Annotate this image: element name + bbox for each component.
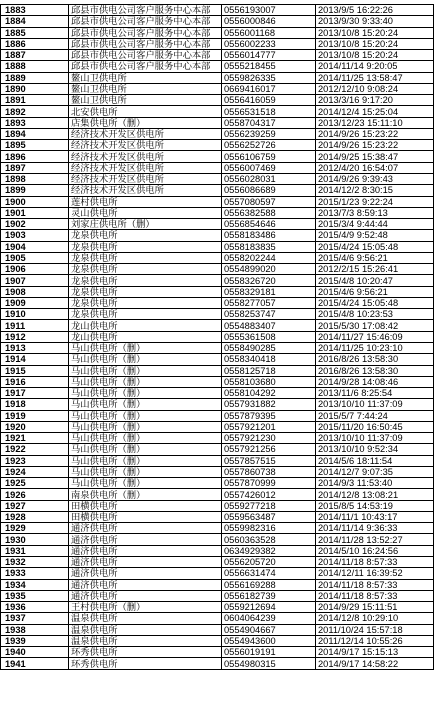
table-row <box>1 297 434 308</box>
timestamp-cell[interactable]: 2014/11/18 8:57:33 <box>316 579 434 590</box>
account-code-cell[interactable]: 0557879395 <box>222 410 316 421</box>
station-name-cell[interactable]: 邱县市供电公司客户服务中心本部 <box>69 5 222 16</box>
table-row <box>1 489 434 500</box>
timestamp-cell[interactable]: 2014/9/29 15:11:51 <box>316 602 434 613</box>
row-number-cell[interactable]: 1921 <box>1 433 69 444</box>
account-code-cell[interactable]: 0554883407 <box>222 320 316 331</box>
row-number-cell[interactable]: 1914 <box>1 354 69 365</box>
table-row <box>1 500 434 511</box>
station-name-cell[interactable]: 通济供电所 <box>69 579 222 590</box>
table-row <box>1 613 434 624</box>
table-row <box>1 128 434 139</box>
timestamp-cell[interactable]: 2015/4/8 10:23:53 <box>316 309 434 320</box>
account-code-cell[interactable]: 0556239259 <box>222 128 316 139</box>
account-code-cell[interactable]: 0604064239 <box>222 613 316 624</box>
timestamp-cell[interactable]: 2014/11/25 13:58:47 <box>316 72 434 83</box>
account-code-cell[interactable]: 0559826335 <box>222 72 316 83</box>
timestamp-cell[interactable]: 2013/10/10 11:37:09 <box>316 433 434 444</box>
row-number-cell[interactable]: 1902 <box>1 219 69 230</box>
account-code-cell[interactable]: 0556019191 <box>222 647 316 658</box>
station-name-cell[interactable]: 田横供电所 <box>69 500 222 511</box>
table-row <box>1 16 434 27</box>
table-row <box>1 162 434 173</box>
table-row <box>1 185 434 196</box>
table-row <box>1 151 434 162</box>
station-name-cell[interactable]: 龙泉供电所 <box>69 264 222 275</box>
account-code-cell[interactable]: 0557921256 <box>222 444 316 455</box>
row-number-cell[interactable]: 1903 <box>1 230 69 241</box>
station-name-cell[interactable]: 莲村供电所 <box>69 196 222 207</box>
timestamp-cell[interactable]: 2015/4/8 10:20:47 <box>316 275 434 286</box>
timestamp-cell[interactable]: 2014/11/27 15:46:09 <box>316 331 434 342</box>
account-code-cell[interactable]: 0559212694 <box>222 602 316 613</box>
account-code-cell[interactable]: 0557931882 <box>222 399 316 410</box>
timestamp-cell[interactable]: 2014/9/26 15:23:22 <box>316 140 434 151</box>
account-code-cell[interactable]: 0558104292 <box>222 388 316 399</box>
row-number-cell[interactable]: 1917 <box>1 388 69 399</box>
timestamp-cell[interactable]: 2014/12/2 8:30:15 <box>316 185 434 196</box>
account-code-cell[interactable]: 0556854646 <box>222 219 316 230</box>
station-name-cell[interactable]: 马山供电所（删） <box>69 433 222 444</box>
table-row <box>1 106 434 117</box>
row-number-cell[interactable]: 1934 <box>1 579 69 590</box>
row-number-cell[interactable]: 1933 <box>1 568 69 579</box>
account-code-cell[interactable]: 0556014777 <box>222 50 316 61</box>
timestamp-cell[interactable]: 2011/12/14 10:55:26 <box>316 635 434 646</box>
table-row <box>1 557 434 568</box>
timestamp-cell[interactable]: 2014/11/1 10:43:17 <box>316 511 434 522</box>
row-number-cell[interactable]: 1932 <box>1 557 69 568</box>
account-code-cell[interactable]: 0554904667 <box>222 624 316 635</box>
row-number-cell[interactable]: 1913 <box>1 342 69 353</box>
table-row <box>1 196 434 207</box>
table-row <box>1 342 434 353</box>
timestamp-cell[interactable]: 2015/1/23 9:22:24 <box>316 196 434 207</box>
timestamp-cell[interactable]: 2014/12/8 13:08:21 <box>316 489 434 500</box>
row-number-cell[interactable]: 1884 <box>1 16 69 27</box>
table-row <box>1 286 434 297</box>
table-row <box>1 590 434 601</box>
timestamp-cell[interactable]: 2014/12/11 16:39:52 <box>316 568 434 579</box>
timestamp-cell[interactable]: 2014/11/18 8:57:33 <box>316 557 434 568</box>
station-name-cell[interactable]: 通济供电所 <box>69 590 222 601</box>
timestamp-cell[interactable]: 2015/4/24 15:05:48 <box>316 297 434 308</box>
row-number-cell[interactable]: 1897 <box>1 162 69 173</box>
account-code-cell[interactable]: 0557860738 <box>222 466 316 477</box>
timestamp-cell[interactable]: 2013/9/30 9:33:40 <box>316 16 434 27</box>
table-row <box>1 545 434 556</box>
row-number-cell[interactable]: 1926 <box>1 489 69 500</box>
table-row <box>1 376 434 387</box>
timestamp-cell[interactable]: 2013/10/8 15:20:24 <box>316 38 434 49</box>
account-code-cell[interactable]: 0556106759 <box>222 151 316 162</box>
timestamp-cell[interactable]: 2014/11/25 10:23:10 <box>316 342 434 353</box>
table-row <box>1 433 434 444</box>
station-name-cell[interactable]: 通济供电所 <box>69 523 222 534</box>
account-code-cell[interactable]: 0558326720 <box>222 275 316 286</box>
table-row <box>1 568 434 579</box>
station-name-cell[interactable]: 邱县市供电公司客户服务中心本部 <box>69 27 222 38</box>
row-number-cell[interactable]: 1937 <box>1 613 69 624</box>
timestamp-cell[interactable]: 2013/11/6 8:25:54 <box>316 388 434 399</box>
row-number-cell[interactable]: 1936 <box>1 602 69 613</box>
row-number-cell[interactable]: 1906 <box>1 264 69 275</box>
timestamp-cell[interactable]: 2015/5/7 7:44:24 <box>316 410 434 421</box>
station-name-cell[interactable]: 鳌山卫供电所 <box>69 72 222 83</box>
table-row <box>1 579 434 590</box>
account-code-cell[interactable]: 0556169288 <box>222 579 316 590</box>
station-name-cell[interactable]: 环秀供电所 <box>69 647 222 658</box>
timestamp-cell[interactable]: 2013/10/8 15:20:24 <box>316 50 434 61</box>
row-number-cell[interactable]: 1885 <box>1 27 69 38</box>
station-name-cell[interactable]: 龙泉供电所 <box>69 230 222 241</box>
table-body <box>1 5 434 670</box>
row-number-cell[interactable]: 1898 <box>1 173 69 184</box>
table-row <box>1 252 434 263</box>
row-number-cell[interactable]: 1893 <box>1 117 69 128</box>
row-number-cell[interactable]: 1941 <box>1 658 69 669</box>
station-name-cell[interactable]: 邱县市供电公司客户服务中心本部 <box>69 16 222 27</box>
spreadsheet <box>0 4 434 670</box>
table-row <box>1 388 434 399</box>
account-code-cell[interactable]: 0556007469 <box>222 162 316 173</box>
timestamp-cell[interactable]: 2015/3/4 9:44:44 <box>316 219 434 230</box>
row-number-cell[interactable]: 1905 <box>1 252 69 263</box>
table-row <box>1 399 434 410</box>
table-row <box>1 61 434 72</box>
timestamp-cell[interactable]: 2013/9/5 16:22:26 <box>316 5 434 16</box>
station-name-cell[interactable]: 马山供电所（删） <box>69 466 222 477</box>
table-row <box>1 478 434 489</box>
row-number-cell[interactable]: 1927 <box>1 500 69 511</box>
station-name-cell[interactable]: 通济供电所 <box>69 557 222 568</box>
row-number-cell[interactable]: 1931 <box>1 545 69 556</box>
table-row <box>1 117 434 128</box>
row-number-cell[interactable]: 1930 <box>1 534 69 545</box>
row-number-cell[interactable]: 1940 <box>1 647 69 658</box>
timestamp-cell[interactable]: 2015/4/9 9:52:48 <box>316 230 434 241</box>
row-number-cell[interactable]: 1929 <box>1 523 69 534</box>
timestamp-cell[interactable]: 2015/4/6 9:56:21 <box>316 252 434 263</box>
station-name-cell[interactable]: 南泉供电所（删） <box>69 489 222 500</box>
timestamp-cell[interactable]: 2014/9/28 14:08:46 <box>316 376 434 387</box>
station-name-cell[interactable]: 温泉供电所 <box>69 624 222 635</box>
station-name-cell[interactable]: 刘家庄供电所（删） <box>69 219 222 230</box>
account-code-cell[interactable]: 0556531518 <box>222 106 316 117</box>
station-name-cell[interactable]: 通济供电所 <box>69 568 222 579</box>
timestamp-cell[interactable]: 2015/4/24 15:05:48 <box>316 241 434 252</box>
account-code-cell[interactable]: 0556000846 <box>222 16 316 27</box>
table-row <box>1 320 434 331</box>
table-row <box>1 455 434 466</box>
table-row <box>1 309 434 320</box>
timestamp-cell[interactable]: 2014/11/28 13:52:27 <box>316 534 434 545</box>
account-code-cell[interactable]: 0560363528 <box>222 534 316 545</box>
account-code-cell[interactable]: 0557857515 <box>222 455 316 466</box>
account-code-cell[interactable]: 0556182739 <box>222 590 316 601</box>
table-row <box>1 219 434 230</box>
row-number-cell[interactable]: 1918 <box>1 399 69 410</box>
station-name-cell[interactable]: 经济技术开发区供电所 <box>69 140 222 151</box>
timestamp-cell[interactable]: 2014/5/10 16:24:56 <box>316 545 434 556</box>
table-row <box>1 635 434 646</box>
station-name-cell[interactable]: 邱县市供电公司客户服务中心本部 <box>69 50 222 61</box>
row-number-cell[interactable]: 1916 <box>1 376 69 387</box>
timestamp-cell[interactable]: 2011/10/24 15:57:18 <box>316 624 434 635</box>
station-name-cell[interactable]: 田横供电所 <box>69 511 222 522</box>
timestamp-cell[interactable]: 2014/5/6 18:11:54 <box>316 455 434 466</box>
timestamp-cell[interactable]: 2012/4/20 16:54:07 <box>316 162 434 173</box>
table-row <box>1 27 434 38</box>
timestamp-cell[interactable]: 2014/9/17 15:15:13 <box>316 647 434 658</box>
table-row <box>1 241 434 252</box>
row-number-cell[interactable]: 1920 <box>1 421 69 432</box>
timestamp-cell[interactable]: 2014/11/14 9:20:05 <box>316 61 434 72</box>
table-row <box>1 523 434 534</box>
table-row <box>1 421 434 432</box>
row-number-cell[interactable]: 1883 <box>1 5 69 16</box>
account-code-cell[interactable]: 0557921201 <box>222 421 316 432</box>
row-number-cell[interactable]: 1923 <box>1 455 69 466</box>
table-row <box>1 230 434 241</box>
row-number-cell[interactable]: 1908 <box>1 286 69 297</box>
timestamp-cell[interactable]: 2012/2/15 15:26:41 <box>316 264 434 275</box>
station-name-cell[interactable]: 马山供电所（删） <box>69 365 222 376</box>
station-name-cell[interactable]: 马山供电所（删） <box>69 376 222 387</box>
row-number-cell[interactable]: 1925 <box>1 478 69 489</box>
account-code-cell[interactable]: 0557426012 <box>222 489 316 500</box>
station-name-cell[interactable]: 经济技术开发区供电所 <box>69 173 222 184</box>
timestamp-cell[interactable]: 2013/10/10 9:52:34 <box>316 444 434 455</box>
timestamp-cell[interactable]: 2016/8/26 13:58:30 <box>316 354 434 365</box>
station-name-cell[interactable]: 温泉供电所 <box>69 613 222 624</box>
station-name-cell[interactable]: 马山供电所（删） <box>69 342 222 353</box>
station-name-cell[interactable]: 龙山供电所 <box>69 331 222 342</box>
row-number-cell[interactable]: 1900 <box>1 196 69 207</box>
table-row <box>1 365 434 376</box>
row-number-cell[interactable]: 1887 <box>1 50 69 61</box>
account-code-cell[interactable]: 0558340418 <box>222 354 316 365</box>
row-number-cell[interactable]: 1912 <box>1 331 69 342</box>
timestamp-cell[interactable]: 2013/3/16 9:17:20 <box>316 95 434 106</box>
row-number-cell[interactable]: 1904 <box>1 241 69 252</box>
account-code-cell[interactable]: 0556416059 <box>222 95 316 106</box>
table-row <box>1 354 434 365</box>
account-code-cell[interactable]: 0557870999 <box>222 478 316 489</box>
row-number-cell[interactable]: 1928 <box>1 511 69 522</box>
account-code-cell[interactable]: 0556086689 <box>222 185 316 196</box>
station-name-cell[interactable]: 马山供电所（删） <box>69 410 222 421</box>
station-name-cell[interactable]: 龙泉供电所 <box>69 252 222 263</box>
row-number-cell[interactable]: 1899 <box>1 185 69 196</box>
account-code-cell[interactable]: 0558103680 <box>222 376 316 387</box>
table-row <box>1 173 434 184</box>
station-name-cell[interactable]: 店集供电所（删） <box>69 117 222 128</box>
row-number-cell[interactable]: 1938 <box>1 624 69 635</box>
timestamp-cell[interactable]: 2013/7/3 8:59:13 <box>316 207 434 218</box>
station-name-cell[interactable]: 温泉供电所 <box>69 635 222 646</box>
table-row <box>1 602 434 613</box>
timestamp-cell[interactable]: 2014/9/17 14:58:22 <box>316 658 434 669</box>
station-name-cell[interactable]: 鳌山卫供电所 <box>69 95 222 106</box>
data-table <box>0 4 434 670</box>
station-name-cell[interactable]: 通济供电所 <box>69 545 222 556</box>
station-name-cell[interactable]: 马山供电所（删） <box>69 478 222 489</box>
station-name-cell[interactable]: 马山供电所（删） <box>69 421 222 432</box>
timestamp-cell[interactable]: 2016/8/26 13:58:30 <box>316 365 434 376</box>
station-name-cell[interactable]: 经济技术开发区供电所 <box>69 162 222 173</box>
row-number-cell[interactable]: 1909 <box>1 297 69 308</box>
account-code-cell[interactable]: 0554899020 <box>222 264 316 275</box>
account-code-cell[interactable]: 0556028031 <box>222 173 316 184</box>
account-code-cell[interactable]: 0556382588 <box>222 207 316 218</box>
table-row <box>1 50 434 61</box>
station-name-cell[interactable]: 王村供电所（删） <box>69 602 222 613</box>
station-name-cell[interactable]: 马山供电所（删） <box>69 399 222 410</box>
table-row <box>1 534 434 545</box>
table-row <box>1 83 434 94</box>
station-name-cell[interactable]: 灵山供电所 <box>69 207 222 218</box>
station-name-cell[interactable]: 龙泉供电所 <box>69 309 222 320</box>
timestamp-cell[interactable]: 2014/9/25 15:38:47 <box>316 151 434 162</box>
timestamp-cell[interactable]: 2014/11/18 8:57:33 <box>316 590 434 601</box>
table-row <box>1 95 434 106</box>
row-number-cell[interactable]: 1907 <box>1 275 69 286</box>
timestamp-cell[interactable]: 2014/12/4 15:25:04 <box>316 106 434 117</box>
row-number-cell[interactable]: 1891 <box>1 95 69 106</box>
station-name-cell[interactable]: 环秀供电所 <box>69 658 222 669</box>
account-code-cell[interactable]: 0634929382 <box>222 545 316 556</box>
account-code-cell[interactable]: 0555218455 <box>222 61 316 72</box>
account-code-cell[interactable]: 0558183835 <box>222 241 316 252</box>
table-row <box>1 511 434 522</box>
table-row <box>1 38 434 49</box>
station-name-cell[interactable]: 马山供电所（删） <box>69 455 222 466</box>
station-name-cell[interactable]: 马山供电所（删） <box>69 354 222 365</box>
table-row <box>1 275 434 286</box>
timestamp-cell[interactable]: 2015/11/20 16:50:45 <box>316 421 434 432</box>
timestamp-cell[interactable]: 2013/10/10 11:37:09 <box>316 399 434 410</box>
row-number-cell[interactable]: 1888 <box>1 61 69 72</box>
station-name-cell[interactable]: 龙泉供电所 <box>69 275 222 286</box>
table-row <box>1 466 434 477</box>
row-number-cell[interactable]: 1911 <box>1 320 69 331</box>
account-code-cell[interactable]: 0557080597 <box>222 196 316 207</box>
account-code-cell[interactable]: 0556205720 <box>222 557 316 568</box>
timestamp-cell[interactable]: 2013/10/8 15:20:24 <box>316 27 434 38</box>
station-name-cell[interactable]: 邱县市供电公司客户服务中心本部 <box>69 38 222 49</box>
table-row <box>1 658 434 669</box>
station-name-cell[interactable]: 龙泉供电所 <box>69 297 222 308</box>
table-row <box>1 5 434 16</box>
row-number-cell[interactable]: 1895 <box>1 140 69 151</box>
table-row <box>1 331 434 342</box>
row-number-cell[interactable]: 1886 <box>1 38 69 49</box>
station-name-cell[interactable]: 马山供电所（删） <box>69 388 222 399</box>
row-number-cell[interactable]: 1910 <box>1 309 69 320</box>
station-name-cell[interactable]: 经济技术开发区供电所 <box>69 185 222 196</box>
account-code-cell[interactable]: 0558277057 <box>222 297 316 308</box>
account-code-cell[interactable]: 0555361508 <box>222 331 316 342</box>
account-code-cell[interactable]: 0558183486 <box>222 230 316 241</box>
table-row <box>1 72 434 83</box>
table-row <box>1 410 434 421</box>
table-row <box>1 647 434 658</box>
timestamp-cell[interactable]: 2014/9/3 11:53:40 <box>316 478 434 489</box>
account-code-cell[interactable]: 0558490285 <box>222 342 316 353</box>
timestamp-cell[interactable]: 2014/12/7 9:07:35 <box>316 466 434 477</box>
timestamp-cell[interactable]: 2012/12/10 9:08:24 <box>316 83 434 94</box>
timestamp-cell[interactable]: 2015/4/6 9:56:21 <box>316 286 434 297</box>
row-number-cell[interactable]: 1924 <box>1 466 69 477</box>
account-code-cell[interactable]: 0558202244 <box>222 252 316 263</box>
table-row <box>1 624 434 635</box>
account-code-cell[interactable]: 0556252726 <box>222 140 316 151</box>
row-number-cell[interactable]: 1935 <box>1 590 69 601</box>
row-number-cell[interactable]: 1892 <box>1 106 69 117</box>
account-code-cell[interactable]: 0556193007 <box>222 5 316 16</box>
row-number-cell[interactable]: 1915 <box>1 365 69 376</box>
row-number-cell[interactable]: 1901 <box>1 207 69 218</box>
row-number-cell[interactable]: 1919 <box>1 410 69 421</box>
account-code-cell[interactable]: 0559982316 <box>222 523 316 534</box>
station-name-cell[interactable]: 北安供电所 <box>69 106 222 117</box>
table-row <box>1 140 434 151</box>
timestamp-cell[interactable]: 2014/9/26 9:39:43 <box>316 173 434 184</box>
station-name-cell[interactable]: 通济供电所 <box>69 534 222 545</box>
account-code-cell[interactable]: 0554943600 <box>222 635 316 646</box>
account-code-cell[interactable]: 0558253747 <box>222 309 316 320</box>
station-name-cell[interactable]: 邱县市供电公司客户服务中心本部 <box>69 61 222 72</box>
timestamp-cell[interactable]: 2014/9/26 15:23:22 <box>316 128 434 139</box>
row-number-cell[interactable]: 1896 <box>1 151 69 162</box>
account-code-cell[interactable]: 0557921230 <box>222 433 316 444</box>
station-name-cell[interactable]: 龙泉供电所 <box>69 241 222 252</box>
row-number-cell[interactable]: 1922 <box>1 444 69 455</box>
timestamp-cell[interactable]: 2014/12/8 10:29:10 <box>316 613 434 624</box>
row-number-cell[interactable]: 1939 <box>1 635 69 646</box>
account-code-cell[interactable]: 0556002233 <box>222 38 316 49</box>
station-name-cell[interactable]: 鳌山卫供电所 <box>69 83 222 94</box>
account-code-cell[interactable]: 0558329181 <box>222 286 316 297</box>
station-name-cell[interactable]: 马山供电所（删） <box>69 444 222 455</box>
account-code-cell[interactable]: 0669416017 <box>222 83 316 94</box>
account-code-cell[interactable]: 0559277218 <box>222 500 316 511</box>
station-name-cell[interactable]: 龙泉供电所 <box>69 286 222 297</box>
table-row <box>1 444 434 455</box>
account-code-cell[interactable]: 0556631474 <box>222 568 316 579</box>
station-name-cell[interactable]: 经济技术开发区供电所 <box>69 128 222 139</box>
timestamp-cell[interactable]: 2013/12/23 15:11:10 <box>316 117 434 128</box>
station-name-cell[interactable]: 经济技术开发区供电所 <box>69 151 222 162</box>
timestamp-cell[interactable]: 2014/11/14 9:36:33 <box>316 523 434 534</box>
account-code-cell[interactable]: 0558125718 <box>222 365 316 376</box>
timestamp-cell[interactable]: 2015/8/5 14:53:19 <box>316 500 434 511</box>
account-code-cell[interactable]: 0559563487 <box>222 511 316 522</box>
row-number-cell[interactable]: 1894 <box>1 128 69 139</box>
row-number-cell[interactable]: 1890 <box>1 83 69 94</box>
timestamp-cell[interactable]: 2015/5/30 17:08:42 <box>316 320 434 331</box>
table-row <box>1 264 434 275</box>
table-row <box>1 207 434 218</box>
station-name-cell[interactable]: 龙山供电所 <box>69 320 222 331</box>
account-code-cell[interactable]: 0558704317 <box>222 117 316 128</box>
row-number-cell[interactable]: 1889 <box>1 72 69 83</box>
account-code-cell[interactable]: 0554980315 <box>222 658 316 669</box>
account-code-cell[interactable]: 0556001168 <box>222 27 316 38</box>
